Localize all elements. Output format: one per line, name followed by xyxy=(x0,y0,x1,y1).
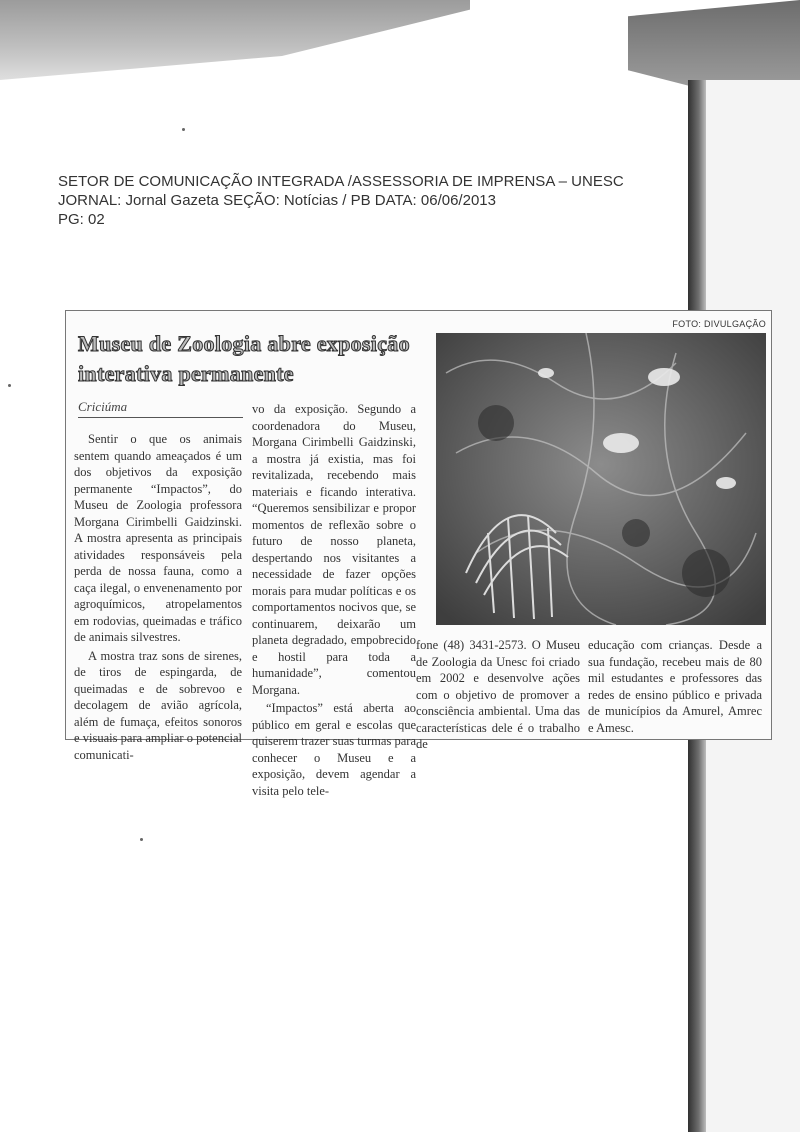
scan-speck xyxy=(8,384,11,387)
article-column-3 xyxy=(416,637,580,753)
clipping-header xyxy=(58,172,624,229)
photo-credit: FOTO: DIVULGAÇÃO xyxy=(672,319,766,329)
header-journal: JORNAL: Jornal Gazeta SEÇÃO: Notícias / PB DATA: 06/06/2013 xyxy=(58,192,496,209)
article-column-1 xyxy=(74,431,242,763)
article-column-2 xyxy=(252,401,416,799)
article-column-4 xyxy=(588,637,762,736)
scan-speck xyxy=(140,838,143,841)
article-headline: Museu de Zoologia abre exposição interativa permanente xyxy=(78,331,410,386)
paragraph: educação com crianças. Desde a sua fundação, recebeu mais de 80 mil estudantes e professores das redes de ensino público e privada de municípios da Amurel, Amrec e Amesc. xyxy=(588,638,762,735)
article-photo xyxy=(436,333,766,625)
paragraph: A mostra traz sons de sirenes, de tiros de espingarda, de queimadas e de sobrevoo e decolagem de avião agrícola, além de fumaça, efeitos sonoros e visuais para ampliar o potencial comunicati- xyxy=(74,648,242,762)
newspaper-clipping xyxy=(65,310,772,798)
header-sector: SETOR DE COMUNICAÇÃO INTEGRADA /ASSESSORIA DE IMPRENSA – UNESC xyxy=(58,173,624,190)
header-page: PG: 02 xyxy=(58,211,105,228)
paragraph: “Impactos” está aberta ao público em geral e escolas que quiserem trazer suas turmas para conhecer o Museu e a exposição, devem agendar a visita pelo tele- xyxy=(252,701,416,798)
paragraph: fone (48) 3431-2573. O Museu de Zoologia da Unesc foi criado em 2002 e desenvolve ações com o objetivo de promover a consciência ambiental. Uma das características dele é o trabalho de xyxy=(416,638,580,751)
scan-shadow-top-left xyxy=(0,0,470,80)
scan-speck xyxy=(182,128,185,131)
scan-shadow-top-right xyxy=(628,0,800,90)
paragraph: vo da exposição. Segundo a coordenadora do Museu, Morgana Cirimbelli Gaidzinski, a mostra já existia, mas foi revitalizada, recebendo mais materiais e ficando interativa. “Queremos sensibilizar e propor momentos de reflexão sobre o futuro de nosso planeta, despertando nos visitantes a necessidade de fazer opções morais para mudar políticas e os comportamentos nocivos que, se continuarem, deixarão um planeta degradado, empobrecido e hostil para toda a humanidade”, comentou Morgana. xyxy=(252,402,416,697)
article-byline: Criciúma xyxy=(78,399,243,418)
paragraph: Sentir o que os animais sentem quando ameaçados é um dos objetivos da exposição permanente “Impactos”, do Museu de Zoologia professora Morgana Cirimbelli Gaidzinski. A mostra apresenta as principais atividades responsáveis pela perda de nossa fauna, como a caça ilegal, o envenenamento por agroquímicos, atropelamentos em rodovias, queimadas e tráfico de animais silvestres. xyxy=(74,432,242,644)
